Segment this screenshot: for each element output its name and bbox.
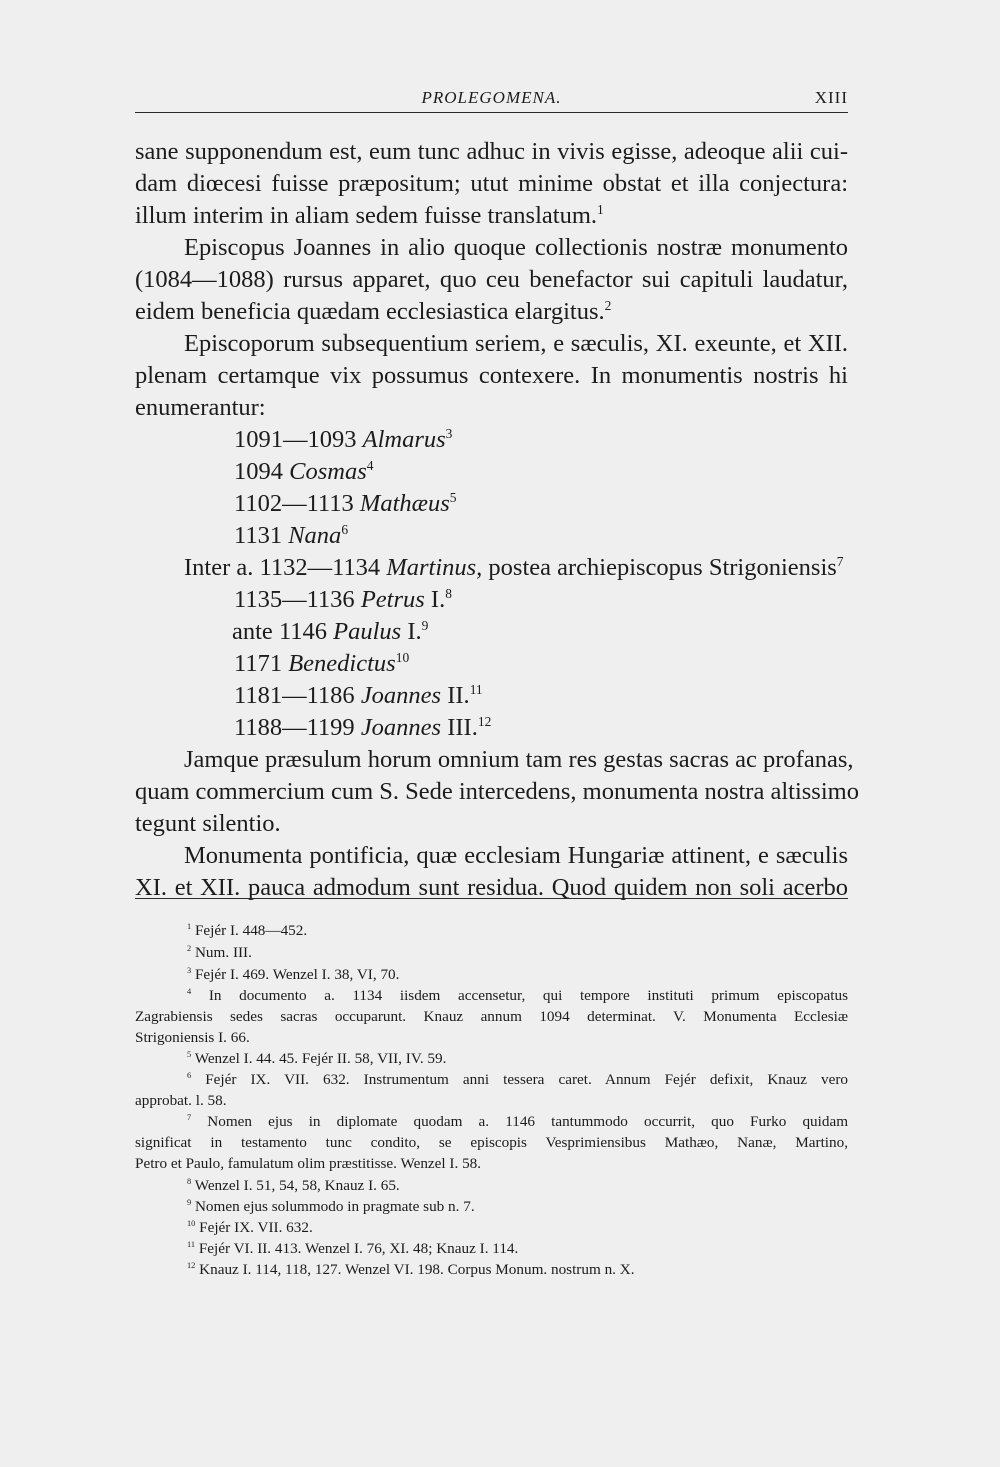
body-line: plenam certamque vix possumus contexere. In monumentis nostris hi <box>135 362 848 389</box>
footnote-line: Zagrabiensis sedes sacras occuparunt. Knauz annum 1094 determinat. V. Monumenta Ecclesiæ <box>135 1008 848 1025</box>
footnote: $^{10}$ Fejér IX. VII. 632. <box>187 1218 313 1236</box>
bishop-entry: 1131 Nana$^6$ <box>234 521 349 549</box>
footnote: $^6$ Fejér IX. VII. 632. Instrumentum anni tessera caret. Annum Fejér defixit, Knauz vero <box>187 1070 849 1088</box>
footnote: $^2$ Num. III. <box>187 943 252 961</box>
footnote: $^3$ Fejér I. 469. Wenzel I. 38, VI, 70. <box>187 965 400 983</box>
body-line: illum interim in aliam sedem fuisse translatum.$^1$ <box>135 201 604 229</box>
body-line: tegunt silentio. <box>135 810 281 837</box>
body-line: sane supponendum est, eum tunc adhuc in vivis egisse, adeoque alii cui- <box>135 138 848 165</box>
running-header <box>135 86 848 112</box>
footnote: $^{11}$ Fejér VI. II. 413. Wenzel I. 76, XI. 48; Knauz I. 114. <box>187 1239 519 1257</box>
body-line: (1084—1088) rursus apparet, quo ceu benefactor sui capituli laudatur, <box>135 266 848 293</box>
bishop-entry: 1135—1136 Petrus I.$^8$ <box>234 585 452 613</box>
footnote: $^1$ Fejér I. 448—452. <box>187 921 308 939</box>
body-line: Jamque præsulum horum omnium tam res gestas sacras ac profanas, <box>184 746 854 773</box>
bishop-entry: 1171 Benedictus$^{10}$ <box>234 649 410 677</box>
body-line: Monumenta pontificia, quæ ecclesiam Hungariæ attinent, e sæculis <box>184 842 848 869</box>
body-line: Episcopus Joannes in alio quoque collectionis nostræ monumento <box>184 234 848 261</box>
footnote: $^{12}$ Knauz I. 114, 118, 127. Wenzel VI. 198. Corpus Monum. nostrum n. X. <box>187 1260 635 1278</box>
running-title: PROLEGOMENA. <box>421 88 562 107</box>
body-line: XI. et XII. pauca admodum sunt residua. Quod quidem non soli acerbo <box>135 874 848 901</box>
footnote-ref: 2 <box>604 297 612 313</box>
footnote-line: Strigoniensis I. 66. <box>135 1029 250 1046</box>
bishop-entry: ante 1146 Paulus I.$^9$ <box>232 617 429 645</box>
footnote: $^4$ In documento a. 1134 iisdem accensetur, qui tempore instituti primum episcopatus <box>187 986 848 1004</box>
page-number: XIII <box>814 88 848 107</box>
body-line: dam diœcesi fuisse præpositum; utut minime obstat et illa conjectura: <box>135 170 848 197</box>
footnote: $^9$ Nomen ejus solummodo in pragmate sub n. 7. <box>187 1197 475 1215</box>
header-rule <box>135 112 848 113</box>
bishop-entry: Inter a. 1132—1134 Martinus, postea archiepiscopus Strigoniensis$^7$ <box>184 553 844 581</box>
footnote-line: approbat. l. 58. <box>135 1092 227 1109</box>
bishop-entry: 1102—1113 Mathæus$^5$ <box>234 489 457 517</box>
body-line: eidem beneficia quædam ecclesiastica elargitus.$^2$ <box>135 297 612 325</box>
footnote: $^8$ Wenzel I. 51, 54, 58, Knauz I. 65. <box>187 1176 400 1194</box>
body-line: Episcoporum subsequentium seriem, e sæculis, XI. exeunte, et XII. <box>184 330 848 357</box>
bishop-entry: 1188—1199 Joannes III.$^{12}$ <box>234 713 492 741</box>
bishop-entry: 1091—1093 Almarus$^3$ <box>234 425 453 453</box>
body-line: quam commercium cum S. Sede intercedens, monumenta nostra altissimo <box>135 778 859 805</box>
bishop-entry: 1094 Cosmas$^4$ <box>234 457 374 485</box>
footnote-ref: 1 <box>597 201 604 217</box>
footnote: $^7$ Nomen ejus in diplomate quodam a. 1146 tantummodo occurrit, quo Furko quidam <box>187 1112 849 1130</box>
body-line: enumerantur: <box>135 394 266 421</box>
footnote: $^5$ Wenzel I. 44. 45. Fejér II. 58, VII, IV. 59. <box>187 1049 447 1067</box>
footnote-line: significat in testamento tunc condito, se episcopis Vesprimiensibus Mathæo, Nanæ, Martino, <box>135 1134 848 1151</box>
footnote-rule <box>135 898 848 899</box>
bishop-entry: 1181—1186 Joannes II.$^{11}$ <box>234 681 483 709</box>
footnote-line: Petro et Paulo, famulatum olim præstitisse. Wenzel I. 58. <box>135 1155 482 1172</box>
